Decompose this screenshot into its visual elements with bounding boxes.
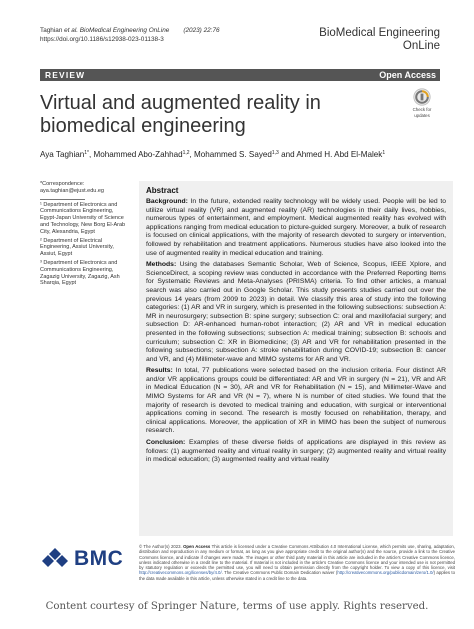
abstract-section-background — [146, 198, 446, 258]
license-text-3: ) applies to the data made available in this article, unless otherwise stated in a credit line to the data. — [139, 570, 455, 581]
author-name[interactable]: Ahmed H. Abd El‑Malek — [296, 150, 383, 159]
citation-header — [40, 27, 300, 44]
abstract-heading: Abstract — [146, 186, 179, 195]
abstract-section-label: Background: — [146, 198, 188, 205]
sidebar-divider — [40, 199, 85, 200]
correspondence-label: *Correspondence: — [40, 181, 85, 187]
article-type-label: REVIEW — [45, 70, 86, 80]
author-affiliation-marker: 1 — [382, 150, 386, 156]
author-name[interactable]: Aya Taghian — [40, 150, 85, 159]
abstract-section-text: In the future, extended reality technology will be widely used. People will be led to utilize virtual reality (VR) and augmented reality (AR) technologies in their daily lives, hobbies, numerous types of entertainment, and employment. Medical augmented reality has evolved with applications ranging from medical education to picture-guided surgery. Moreover, a bulk of research is focused on clinical applications, with the majority of research devoted to surgery or intervention, followed by rehabilitation and treatment applications. Numerous studies have also looked into the use of augmented reality in medical education and training. — [146, 198, 446, 257]
author-name[interactable]: Mohammed S. Sayed — [194, 150, 272, 159]
author-affiliation-marker: 1* — [84, 150, 89, 156]
license-link[interactable]: http://creativecommons.org/licenses/by/4.0/ — [139, 570, 222, 576]
abstract-section-label: Conclusion: — [146, 439, 186, 447]
bmc-logo-icon — [40, 547, 70, 571]
bmc-logo[interactable] — [40, 547, 130, 571]
journal-name-line2: OnLine — [402, 40, 440, 52]
courtesy-footer: Content courtesy of Springer Nature, terms of use apply. Rights reserved. — [45, 601, 429, 612]
citation-year: (2023) 22:76 — [183, 27, 220, 34]
affiliation-item: ¹ Department of Electronics and Communications Engineering, Egypt-Japan University of Science and Technology, New Borg El-Arab City, Alexandria, Egypt — [40, 201, 126, 235]
abstract-section-conclusion — [146, 439, 446, 465]
abstract-section-text: In total, 77 publications were selected based on the inclusion criteria. Four distinct AR and/or VR applications groups could be differentiated: AR and VR in surgery (N = 21), VR and AR in Medical Education (N = 30), AR and VR for Rehabilitation (N = 15), and Millimeter-Wave and MIMO Systems for AR and VR (N = 7), where N is number of cited studies. We found that the majority of research is devoted to medical training and education, with surgical or interventional applications coming in second. The research is mostly focused on rehabilitation, therapy, and clinical applications. Moreover, the application of XR in MIMO has been the subject of numerous research. — [146, 367, 446, 435]
abstract-section-methods — [146, 261, 446, 364]
author-separator: , — [89, 150, 94, 159]
public-domain-link[interactable]: http://creativecommons.org/publicdomain/zero/1.0/ — [337, 570, 434, 576]
citation-line — [40, 27, 300, 36]
doi-link[interactable]: https://doi.org/10.1186/s12938-023-01138-3 — [40, 35, 164, 43]
license-text: This article is licensed under a Creative Commons Attribution 4.0 International License, which permits use, sharing, adaptation, distribution and reproduction in any medium or format, as long as you give appropriate credit to the original author(s) and the source, provide a link to the Creative Commons licence, and indicate if changes were made. The images or other third party material in this article are included in the article's Creative Commons licence, unless indicated otherwise in a credit line to the material. If material is not included in the article's Creative Commons licence and your intended use is not permitted by statutory regulation or exceeds the permitted use, you will need to obtain permission directly from the copyright holder. To view a copy of this licence, visit — [139, 544, 456, 571]
abstract-section-text: Examples of these diverse fields of applications are displayed in this review as follows: (1) augmented reality and virtual reality in surgery; (2) augmented reality and virtual reality in medical education; (3) augmented reality and virtual reality — [146, 439, 446, 464]
affiliation-item: ³ Department of Electronics and Communications Engineering, Zagazig University, Zagazig, Ash Sharqia, Egypt — [40, 259, 120, 287]
correspondence-email[interactable]: aya.taghian@ejust.edu.eg — [40, 187, 104, 194]
article-title: Virtual and augmented reality in biomedical engineering — [40, 92, 321, 137]
abstract-section-label: Methods: — [146, 261, 177, 269]
check-for-updates-line2: updates — [414, 113, 430, 118]
affiliation-sidebar — [40, 181, 130, 287]
author-separator: and — [278, 150, 297, 159]
journal-name-line1: BioMedical Engineering — [319, 27, 440, 39]
abstract-section-text: Using the databases Semantic Scholar, Web of Science, Scopus, IEEE Xplore, and ScienceDirect, a scoping review was conducted in accordance with the Preferred Reporting Items for Systematic Reviews and Meta-Analyses (PRISMA) criteria. To find other articles, a manual search was also carried out in Google Scholar. This study presents studies carried out over the previous 14 years (from 2009 to 2023) in detail. We classify this area of study into the following categories: (1) AR and VR in surgery, which is presented in the following subsections: subsection A: MR in neurosurgery; subsection B: spine surgery; subsection C: oral and maxillofacial surgery; and subsection D: AR-enhanced human-robot interaction; (2) AR and VR in medical education presented in the following subsections; subsection A: medical training; subsection B: schools and curriculum; subsection C: XR in Biomedicine; (3) AR and VR for rehabilitation presented in the following subsections; subsection A: stroke rehabilitation during COVID-19; subsection B: cancer and VR, and (4) Millimeter-wave and MIMO systems for AR and VR. — [146, 261, 446, 363]
author-affiliation-marker: 1,3 — [271, 150, 279, 156]
journal-name — [319, 27, 440, 53]
author-affiliation-marker: 1,2 — [182, 150, 190, 156]
open-access-label: Open Access — [379, 70, 436, 80]
article-type-banner — [40, 69, 440, 81]
citation-journal: BioMedical Engineering OnLine — [79, 27, 170, 34]
abstract-box — [139, 181, 453, 536]
license-open-access: Open Access — [183, 544, 211, 549]
check-for-updates-button[interactable] — [405, 88, 439, 118]
check-for-updates-line1: Check for — [412, 107, 432, 112]
citation-et-al: et al. — [62, 27, 80, 34]
bmc-logo-text: BMC — [74, 547, 124, 570]
check-for-updates-icon — [413, 88, 431, 106]
citation-author: Taghian — [40, 27, 63, 34]
license-notice — [139, 544, 455, 581]
license-text-2: . The Creative Commons Public Domain Dedication waiver ( — [221, 570, 338, 576]
affiliation-item: ² Department of Electrical Engineering, Assiut University, Assiut, Egypt — [40, 237, 114, 258]
license-copyright: © The Author(s) 2023. — [139, 544, 182, 549]
author-name[interactable]: Mohammed Abo‑Zahhad — [93, 150, 183, 159]
author-separator: , — [189, 150, 195, 159]
author-list — [40, 148, 450, 160]
abstract-section-results — [146, 367, 446, 436]
abstract-section-label: Results: — [146, 367, 173, 375]
